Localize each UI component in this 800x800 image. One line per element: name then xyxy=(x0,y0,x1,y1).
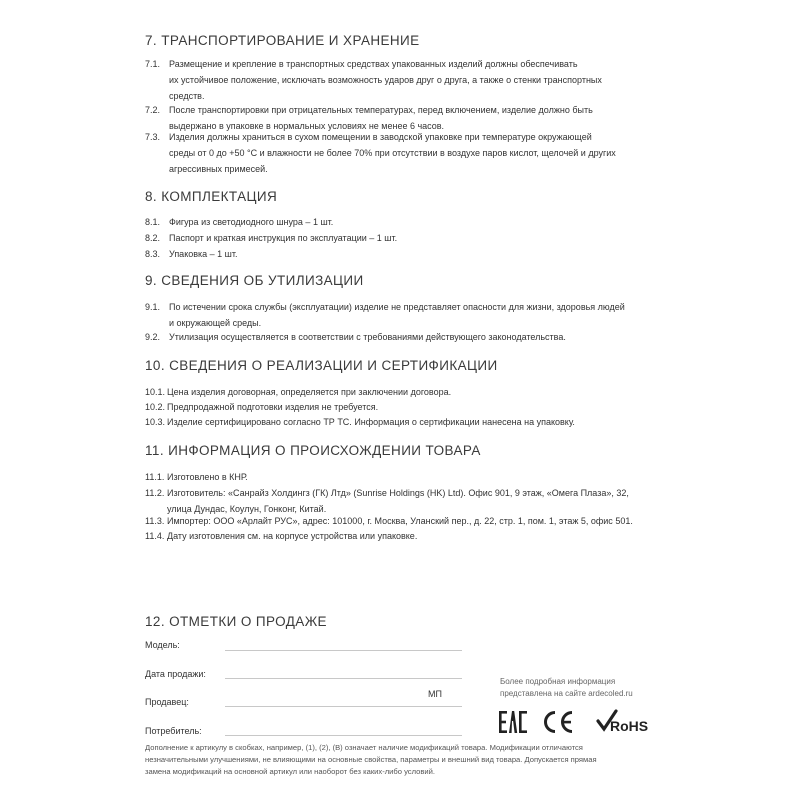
item-number: 10.1. xyxy=(145,387,166,397)
info-line: представлена на сайте ardecoled.ru xyxy=(500,689,633,698)
consumer-label: Потребитель: xyxy=(145,726,202,736)
item-number: 7.2. xyxy=(145,105,161,115)
item-text-line: Упаковка – 1 шт. xyxy=(169,249,238,259)
ce-mark-icon xyxy=(542,709,574,735)
item-text-line: средств. xyxy=(169,91,205,101)
item-number: 10.3. xyxy=(145,417,166,427)
item-text-line: Изделия должны храниться в сухом помещении в заводской упаковке при температуре окружающей xyxy=(169,132,592,142)
item-text-line: Размещение и крепление в транспортных средствах упакованных изделий должны обеспечивать xyxy=(169,59,578,69)
item-number: 8.3. xyxy=(145,249,161,259)
model-label: Модель: xyxy=(145,640,180,650)
item-text-line: Импортер: ООО «Арлайт РУС», адрес: 101000, г. Москва, Уланский пер., д. 22, стр. 1, пом. 1, этаж 5, офис 501. xyxy=(167,516,633,526)
model-field[interactable] xyxy=(225,650,462,651)
item-text-line: Предпродажной подготовки изделия не требуется. xyxy=(167,402,379,412)
item-text-line: Фигура из светодиодного шнура – 1 шт. xyxy=(169,217,334,227)
stamp-place-label: МП xyxy=(428,689,442,699)
item-number: 9.1. xyxy=(145,302,161,312)
rohs-mark-icon xyxy=(596,709,656,735)
item-number: 7.3. xyxy=(145,132,161,142)
seller-field[interactable] xyxy=(225,706,462,707)
section-8-title: 8. КОМПЛЕКТАЦИЯ xyxy=(145,189,278,204)
item-number: 8.1. xyxy=(145,217,161,227)
footnote-line: Дополнение к артикулу в скобках, например, (1), (2), (B) означает наличие модификаций товара. Модификации отличаются xyxy=(145,743,583,752)
modification-footnote xyxy=(145,742,645,778)
item-number: 11.3. xyxy=(145,516,165,526)
item-text-line: По истечении срока службы (эксплуатации) изделие не представляет опасности для жизни, здоровья людей xyxy=(169,302,625,312)
eac-mark-icon xyxy=(498,709,528,735)
section-9-title: 9. СВЕДЕНИЯ ОБ УТИЛИЗАЦИИ xyxy=(145,273,364,288)
sale-date-label: Дата продажи: xyxy=(145,669,206,679)
item-text-line: Изделие сертифицировано согласно ТР ТС. Информация о сертификации нанесена на упаковку. xyxy=(167,417,575,427)
section-7-title: 7. ТРАНСПОРТИРОВАНИЕ И ХРАНЕНИЕ xyxy=(145,33,420,48)
item-number: 7.1. xyxy=(145,59,161,69)
section-10-title: 10. СВЕДЕНИЯ О РЕАЛИЗАЦИИ И СЕРТИФИКАЦИИ xyxy=(145,358,498,373)
item-text-line: агрессивных примесей. xyxy=(169,164,268,174)
item-number: 11.1. xyxy=(145,472,165,482)
item-text-line: Изготовлено в КНР. xyxy=(167,472,248,482)
more-info-note xyxy=(500,676,670,700)
item-number: 10.2. xyxy=(145,402,166,412)
seller-label: Продавец: xyxy=(145,697,189,707)
item-number: 11.2. xyxy=(145,488,165,498)
item-text-line: Паспорт и краткая инструкция по эксплуатации – 1 шт. xyxy=(169,233,398,243)
item-number: 9.2. xyxy=(145,332,161,342)
sale-date-field[interactable] xyxy=(225,678,462,679)
item-text-line: и окружающей среды. xyxy=(169,318,262,328)
item-text-line: Утилизация осуществляется в соответствии с требованиями действующего законодательства. xyxy=(169,332,566,342)
item-text-line: Изготовитель: «Санрайз Холдингз (ГК) Лтд» (Sunrise Holdings (HK) Ltd). Офис 901, 9 этаж, «Омега Плаза», 32, xyxy=(167,488,629,498)
item-text-line: улица Дундас, Коулун, Гонконг, Китай. xyxy=(167,504,327,514)
info-line: Более подробная информация xyxy=(500,677,616,686)
svg-text:RoHS: RoHS xyxy=(610,718,649,734)
item-text-line: Цена изделия договорная, определяется при заключении договора. xyxy=(167,387,452,397)
certification-marks xyxy=(498,709,668,739)
footnote-line: незначительными улучшениями, не влияющими на основные свойства, параметры и внешний вид товара. Допускается прямая xyxy=(145,755,597,764)
item-number: 11.4. xyxy=(145,531,165,541)
section-12-title: 12. ОТМЕТКИ О ПРОДАЖЕ xyxy=(145,614,327,629)
item-number: 8.2. xyxy=(145,233,161,243)
section-11-title: 11. ИНФОРМАЦИЯ О ПРОИСХОЖДЕНИИ ТОВАРА xyxy=(145,443,481,458)
item-text-line: Дату изготовления см. на корпусе устройства или упаковке. xyxy=(167,531,418,541)
item-text-line: выдержано в упаковке в нормальных условиях не менее 6 часов. xyxy=(169,121,445,131)
item-text-line: их устойчивое положение, исключать возможность ударов друг о друга, а также о стенки транспортных xyxy=(169,75,602,85)
item-text-line: После транспортировки при отрицательных температурах, перед включением, изделие должно быть xyxy=(169,105,593,115)
consumer-field[interactable] xyxy=(225,735,462,736)
footnote-line: замена модификаций на основной артикул или наоборот без каких-либо условий. xyxy=(145,767,435,776)
item-text-line: среды от 0 до +50 °С и влажности не более 70% при отсутствии в воздухе паров кислот, щелочей и других xyxy=(169,148,616,158)
